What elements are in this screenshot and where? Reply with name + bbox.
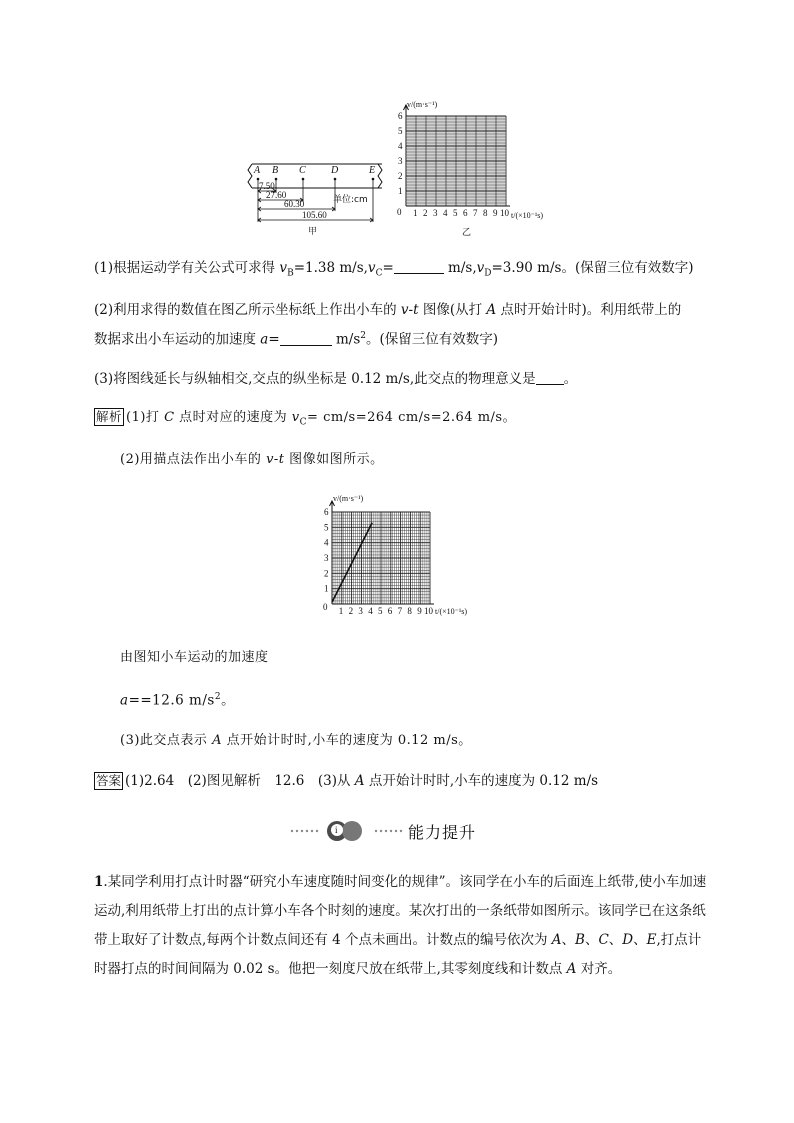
sep: 、: [608, 932, 623, 948]
analysis-l5-a: (3)此交点表示: [120, 733, 213, 748]
caption-jia: 甲: [308, 227, 318, 237]
problem-1-A: A: [551, 932, 562, 948]
problem-1-C: C: [598, 932, 609, 948]
q1-vb-var: v: [279, 260, 288, 276]
analysis-l1-C: C: [164, 410, 175, 425]
q1-vc-unit: m/s,: [443, 260, 477, 276]
section-badge-icon: [327, 821, 362, 841]
analysis-l1-b: 点时对应的速度为: [174, 410, 292, 425]
analysis-l4-b: ==12.6 m/s: [128, 692, 215, 709]
q1-text: (1)根据运动学有关公式可求得: [94, 260, 280, 276]
q2-sup: 2: [360, 331, 366, 341]
analysis-l2-vt: v-t: [266, 452, 285, 467]
x-tick-label: 6: [387, 606, 393, 616]
y-tick-label: 6: [398, 111, 403, 121]
y-tick-label: 1: [398, 186, 403, 196]
left-dots-icon: [291, 830, 318, 832]
x-tick-label: 7: [473, 208, 478, 218]
label-C: C: [299, 165, 306, 176]
x-tick-label: 5: [378, 606, 383, 616]
figure-paper-tape: [244, 158, 386, 238]
analysis-l4-a: a: [120, 692, 129, 709]
answer-line: [94, 771, 598, 791]
problem-1: [94, 868, 714, 984]
answer-text-a: (1)2.64 (2)图见解析 12.6 (3)从: [125, 773, 355, 789]
q1-vc-sub: C: [375, 268, 383, 279]
analysis-l1-sub: C: [299, 417, 308, 428]
problem-1-text-b: ,打点计时器打点的时间间隔为 0.02 s。他把一刻度尺放在纸带上,其零刻度线和计数点: [94, 932, 702, 977]
measure-AB: 7.50: [259, 181, 275, 191]
section-ornament: [290, 816, 410, 846]
q1-vc-var: v: [367, 260, 376, 276]
analysis-l5-A: A: [212, 733, 222, 748]
answer-A: A: [354, 773, 365, 789]
question-3: [94, 366, 700, 392]
section-badge-letter: i: [335, 825, 338, 835]
x-tick-label: 5: [453, 208, 458, 218]
question-1: [94, 255, 700, 287]
analysis-l4-c: 。: [221, 692, 236, 709]
solution-vt-chart: [318, 490, 478, 618]
analysis-line-5: [120, 731, 472, 751]
x-tick-label: 3: [433, 208, 438, 218]
x-tick-label: 6: [463, 208, 468, 218]
sep: 、: [584, 932, 599, 948]
problem-1-E: E: [646, 932, 657, 948]
y-tick-label: 3: [398, 156, 403, 166]
figure-yi-grid: [392, 98, 552, 240]
q1-vc-blank[interactable]: [394, 259, 444, 274]
sep: 、: [633, 932, 647, 948]
label-E: E: [369, 165, 376, 176]
y-tick-label: 2: [398, 171, 403, 181]
y-tick-label: 3: [324, 553, 329, 563]
q2-text-d: 数据求出小车运动的加速度: [94, 331, 261, 348]
q1-vd-var: v: [476, 260, 485, 276]
analysis-line-2: [120, 450, 384, 470]
y-tick-label: 5: [324, 522, 329, 533]
x-tick-label: 2: [348, 606, 354, 616]
q2-text-b: 图像(从打: [418, 302, 487, 318]
q1-vb-sub: B: [287, 268, 294, 279]
analysis-l1-a: (1)打: [126, 410, 165, 425]
right-dots-icon: [375, 830, 402, 832]
y-axis-label: v/(m·s⁻¹): [407, 100, 438, 109]
y-tick-label: 5: [398, 126, 403, 136]
q2-eq: =: [268, 331, 280, 348]
q1-vb-val: =1.38 m/s,: [293, 260, 368, 276]
x-tick-label: 1: [413, 208, 418, 218]
q2-text-a: (2)利用求得的数值在图乙所示坐标纸上作出小车的: [94, 302, 401, 318]
analysis-l2-b: 图像如图所示。: [284, 452, 384, 467]
question-2: [94, 297, 700, 353]
x-tick-label: 9: [417, 606, 422, 616]
q2-unit: m/s: [331, 331, 361, 348]
measure-AE: 105.60: [302, 210, 327, 220]
q2-a: a: [260, 331, 269, 348]
x-tick-label: 1: [338, 606, 344, 616]
y-tick-label: 6: [324, 507, 329, 517]
q1-vd-sub: D: [484, 268, 492, 279]
measure-AD: 60.30: [284, 199, 305, 209]
analysis-l4-sup: 2: [214, 692, 222, 702]
label-D: D: [331, 165, 339, 176]
problem-1-text-c: 对齐。: [576, 961, 622, 977]
sol-x-axis-label: t/(×10⁻¹s): [435, 607, 468, 616]
analysis-tag: 解析: [96, 409, 123, 424]
q2-text-e: 。(保留三位有效数字): [365, 331, 499, 348]
tape-dots: [257, 178, 375, 181]
x-tick-label: 9: [493, 208, 498, 218]
answer-tag: 答案: [96, 773, 122, 788]
problem-1-B: B: [575, 932, 585, 948]
q1-vc-eq: =: [382, 260, 394, 276]
section-header: [290, 816, 520, 846]
measure-AC: 27.60: [266, 190, 287, 200]
y-tick-label: 4: [398, 141, 403, 151]
label-B: B: [272, 165, 279, 176]
x-tick-label: 7: [397, 606, 403, 616]
x-axis-label: t/(×10⁻¹s): [511, 211, 544, 220]
analysis-line-1: [94, 408, 516, 433]
q1-vd-val: =3.90 m/s。(保留三位有效数字): [491, 260, 694, 276]
x-tick-label: 8: [483, 208, 488, 218]
answer-text-b: 点开始计时时,小车的速度为 0.12 m/s: [364, 773, 599, 789]
problem-1-text-a: .某同学利用打点计时器“研究小车速度随时间变化的规律”。该同学在小车的后面连上纸带,使小车加速运动,利用纸带上打出的点计算小车各个时刻的速度。某次打出的一条纸带如图所示。该同学已在这条纸带上取好了计数点,每两个计数点间还有 4 个点未画出。计数点的编号依次为: [94, 874, 707, 948]
q2-a-blank[interactable]: [280, 331, 332, 346]
analysis-line-4: [120, 687, 235, 711]
analysis-l1-v: v: [291, 410, 300, 425]
origin-label: 0: [397, 207, 402, 217]
y-tick-label: 4: [324, 537, 329, 548]
unit-label: 单位:cm: [333, 195, 368, 205]
label-A: A: [254, 165, 261, 176]
analysis-l1-c: = cm/s=264 cm/s=2.64 m/s。: [307, 410, 517, 425]
sol-origin-label: 0: [323, 602, 328, 612]
analysis-line-3: 由图知小车运动的加速度: [120, 650, 269, 665]
problem-1-number: 1: [94, 874, 104, 890]
caption-yi: 乙: [462, 228, 472, 238]
sep: 、: [561, 932, 576, 948]
analysis-l2-a: (2)用描点法作出小车的: [120, 452, 267, 467]
x-tick-label: 2: [423, 208, 428, 218]
analysis-l5-b: 点开始计时时,小车的速度为 0.12 m/s。: [221, 733, 472, 748]
x-tick-label: 4: [443, 208, 448, 218]
y-tick-label: 1: [324, 583, 329, 594]
q3-text-b: 。: [563, 371, 578, 387]
q3-blank[interactable]: [536, 370, 564, 385]
problem-1-D: D: [622, 932, 634, 948]
x-tick-label: 10: [500, 208, 509, 218]
x-tick-label: 10: [424, 606, 433, 616]
x-tick-label: 3: [358, 606, 363, 616]
problem-1-A2: A: [566, 961, 577, 977]
x-tick-label: 8: [407, 606, 412, 616]
q2-text-c: 点时开始计时)。利用纸带上的: [496, 302, 682, 318]
y-tick-label: 2: [324, 568, 329, 579]
section-title: 能力提升: [408, 823, 477, 842]
sol-y-axis-label: v/(m·s⁻¹): [333, 494, 364, 503]
q3-text-a: (3)将图线延长与纵轴相交,交点的纵坐标是 0.12 m/s,此交点的物理意义是: [94, 371, 536, 387]
q2-vt: v-t: [400, 302, 419, 318]
q2-A: A: [486, 302, 497, 318]
x-tick-label: 4: [368, 606, 373, 616]
